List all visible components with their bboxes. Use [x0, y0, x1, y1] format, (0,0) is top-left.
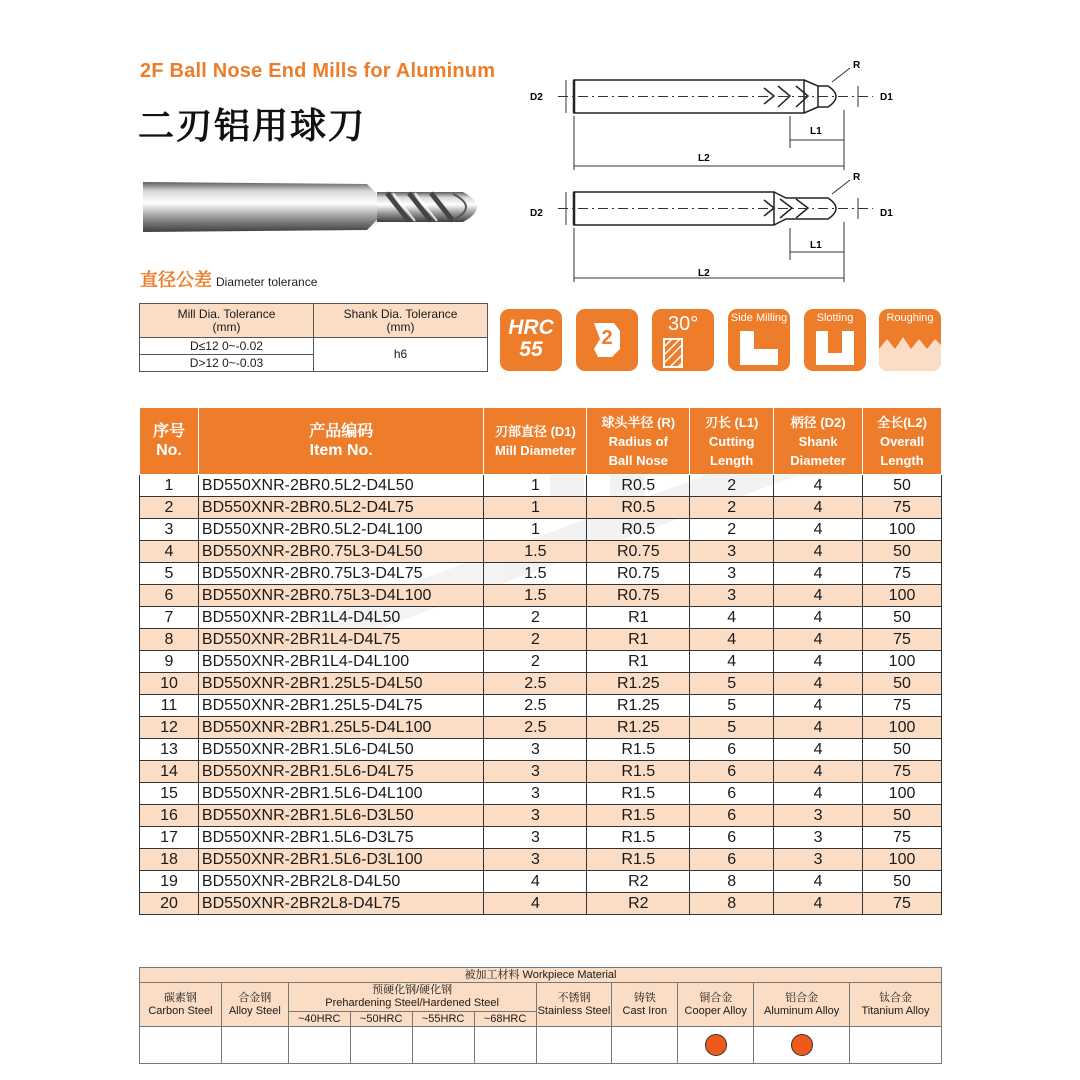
cell-item-no: BD550XNR-2BR1L4-D4L100 — [198, 651, 484, 673]
cell-overall-length: 50 — [863, 475, 942, 497]
cell-cutting-length: 3 — [690, 541, 774, 563]
material-cn: 预硬化钢/硬化钢 — [372, 984, 453, 996]
cell-overall-length: 50 — [863, 739, 942, 761]
suitable-dot-icon — [791, 1034, 813, 1056]
header-en: Overall Length — [879, 433, 925, 468]
cell-overall-length: 100 — [863, 717, 942, 739]
helix-angle-icon — [652, 309, 714, 371]
label-d1: D1 — [880, 92, 893, 103]
cell-shank-diameter: 4 — [774, 629, 863, 651]
material-cn: 合金钢 — [238, 991, 272, 1004]
cell-overall-length: 75 — [863, 761, 942, 783]
cell-no: 14 — [140, 761, 199, 783]
header-item-no — [198, 408, 484, 475]
cell-shank-diameter: 4 — [774, 761, 863, 783]
cell-no: 20 — [140, 893, 199, 915]
cell-shank-diameter: 3 — [774, 805, 863, 827]
material-carbon — [140, 983, 222, 1027]
label-r: R — [853, 172, 861, 183]
material-suitability-row — [140, 1027, 942, 1064]
cell-mill-diameter: 3 — [484, 805, 587, 827]
cell-ball-radius: R0.5 — [587, 475, 690, 497]
cell-mill-diameter: 4 — [484, 871, 587, 893]
cell-no: 4 — [140, 541, 199, 563]
header-cn: 球头半径 (R) — [601, 414, 676, 430]
material-copper — [678, 983, 754, 1027]
cell-cutting-length: 6 — [690, 805, 774, 827]
cell-overall-length: 75 — [863, 695, 942, 717]
cell-ball-radius: R0.75 — [587, 585, 690, 607]
cell-ball-radius: R0.75 — [587, 563, 690, 585]
table-row — [140, 563, 942, 585]
cell-no: 1 — [140, 475, 199, 497]
material-alloy — [221, 983, 288, 1027]
cell-item-no: BD550XNR-2BR0.75L3-D4L75 — [198, 563, 484, 585]
cell-item-no: BD550XNR-2BR0.75L3-D4L50 — [198, 541, 484, 563]
cell-ball-radius: R0.5 — [587, 519, 690, 541]
tolerance-col-shank: Shank Dia. Tolerance (mm) — [314, 304, 488, 338]
material-en: Prehardening Steel/Hardened Steel — [325, 997, 499, 1009]
cell-mill-diameter: 1.5 — [484, 563, 587, 585]
cell-shank-diameter: 4 — [774, 497, 863, 519]
cell-overall-length: 75 — [863, 497, 942, 519]
material-en: Titanium Alloy — [861, 1004, 930, 1017]
cell-mill-diameter: 2 — [484, 629, 587, 651]
roughing-label: Roughing — [886, 312, 934, 324]
cell-mill-diameter: 1 — [484, 497, 587, 519]
cell-ball-radius: R1.25 — [587, 695, 690, 717]
cell-overall-length: 75 — [863, 827, 942, 849]
material-en: Alloy Steel — [228, 1004, 281, 1017]
table-row — [140, 893, 942, 915]
material-en: Carbon Steel — [148, 1004, 213, 1017]
cell-shank-diameter: 4 — [774, 783, 863, 805]
cell-no: 5 — [140, 563, 199, 585]
header-cutting-length — [690, 408, 774, 475]
cell-ball-radius: R2 — [587, 893, 690, 915]
cell-item-no: BD550XNR-2BR0.75L3-D4L100 — [198, 585, 484, 607]
header-cn: 产品编码 — [309, 423, 374, 440]
material-en: Aluminum Alloy — [764, 1004, 840, 1017]
cell-overall-length: 50 — [863, 805, 942, 827]
table-row — [140, 717, 942, 739]
title-cn: 二刃铝用球刀 — [138, 105, 367, 146]
cell-cutting-length: 5 — [690, 673, 774, 695]
cell-overall-length: 75 — [863, 563, 942, 585]
cell-cutting-length: 6 — [690, 849, 774, 871]
slotting-icon — [804, 309, 866, 371]
suit-aluminum — [754, 1027, 850, 1064]
cell-cutting-length: 6 — [690, 783, 774, 805]
cell-shank-diameter: 4 — [774, 585, 863, 607]
cell-overall-length: 75 — [863, 893, 942, 915]
cell-cutting-length: 4 — [690, 607, 774, 629]
cell-overall-length: 100 — [863, 849, 942, 871]
dimension-drawing-long — [528, 60, 902, 170]
cell-cutting-length: 8 — [690, 893, 774, 915]
cell-no: 11 — [140, 695, 199, 717]
cell-no: 10 — [140, 673, 199, 695]
label-d2: D2 — [530, 208, 543, 219]
side-milling-label: Side Milling — [730, 312, 788, 324]
cell-shank-diameter: 3 — [774, 827, 863, 849]
cell-shank-diameter: 4 — [774, 519, 863, 541]
product-table — [139, 407, 942, 915]
cell-ball-radius: R1.5 — [587, 805, 690, 827]
cell-ball-radius: R1.5 — [587, 827, 690, 849]
table-row — [140, 519, 942, 541]
suit-carbon — [140, 1027, 222, 1064]
label-l1: L1 — [810, 240, 822, 251]
table-row — [140, 783, 942, 805]
cell-item-no: BD550XNR-2BR1L4-D4L75 — [198, 629, 484, 651]
material-cn: 碳素钢 — [163, 991, 197, 1004]
cell-no: 12 — [140, 717, 199, 739]
tolerance-table — [139, 303, 488, 372]
cell-item-no: BD550XNR-2BR1.25L5-D4L50 — [198, 673, 484, 695]
cell-ball-radius: R1.5 — [587, 849, 690, 871]
tolerance-row-2: D>12 0~-0.03 — [140, 355, 314, 372]
roughing-icon — [879, 309, 941, 371]
cell-ball-radius: R1.5 — [587, 761, 690, 783]
cell-mill-diameter: 1.5 — [484, 541, 587, 563]
hrc-icon — [500, 309, 562, 371]
hrc-text: HRC — [508, 316, 554, 339]
cell-shank-diameter: 4 — [774, 717, 863, 739]
cell-overall-length: 100 — [863, 783, 942, 805]
material-cn: 铝合金 — [785, 991, 819, 1004]
table-row — [140, 475, 942, 497]
cell-cutting-length: 4 — [690, 651, 774, 673]
cell-cutting-length: 6 — [690, 761, 774, 783]
header-cn: 序号 — [152, 423, 185, 440]
table-row — [140, 871, 942, 893]
cell-mill-diameter: 2.5 — [484, 673, 587, 695]
table-row — [140, 673, 942, 695]
header-en: Cutting Length — [708, 433, 755, 468]
two-flute-icon — [576, 309, 638, 371]
end-mill-photo — [141, 172, 493, 242]
header-en: No. — [156, 442, 182, 459]
cell-cutting-length: 4 — [690, 629, 774, 651]
suit-castiron — [612, 1027, 678, 1064]
cell-item-no: BD550XNR-2BR2L8-D4L50 — [198, 871, 484, 893]
cell-mill-diameter: 2 — [484, 607, 587, 629]
product-table-header — [140, 408, 942, 475]
suit-68hrc — [474, 1027, 536, 1064]
table-row — [140, 761, 942, 783]
tolerance-col-mill: Mill Dia. Tolerance (mm) — [140, 304, 314, 338]
side-milling-icon — [728, 309, 790, 371]
cell-ball-radius: R1 — [587, 607, 690, 629]
cell-shank-diameter: 3 — [774, 849, 863, 871]
cell-overall-length: 75 — [863, 629, 942, 651]
table-row — [140, 651, 942, 673]
cell-cutting-length: 5 — [690, 717, 774, 739]
cell-ball-radius: R1.5 — [587, 783, 690, 805]
table-row — [140, 695, 942, 717]
cell-overall-length: 50 — [863, 607, 942, 629]
material-title: 被加工材料 Workpiece Material — [140, 968, 942, 983]
cell-mill-diameter: 2 — [484, 651, 587, 673]
cell-ball-radius: R2 — [587, 871, 690, 893]
material-en: Cooper Alloy — [684, 1004, 747, 1017]
cell-ball-radius: R1.25 — [587, 717, 690, 739]
table-row — [140, 629, 942, 651]
cell-mill-diameter: 4 — [484, 893, 587, 915]
cell-ball-radius: R0.5 — [587, 497, 690, 519]
tolerance-row-1: D≤12 0~-0.02 — [140, 338, 314, 355]
cell-mill-diameter: 3 — [484, 827, 587, 849]
header-ball-radius — [587, 408, 690, 475]
cell-cutting-length: 2 — [690, 475, 774, 497]
cell-mill-diameter: 3 — [484, 739, 587, 761]
header-cn: 刃长 (L1) — [704, 414, 759, 430]
material-cn: 铸铁 — [633, 991, 656, 1004]
hrc-range-40: ~40HRC — [288, 1012, 350, 1027]
material-castiron — [612, 983, 678, 1027]
helix-angle: 30° — [668, 313, 699, 335]
suit-stainless — [536, 1027, 612, 1064]
label-r: R — [853, 60, 861, 71]
cell-ball-radius: R1.25 — [587, 673, 690, 695]
cell-overall-length: 50 — [863, 673, 942, 695]
cell-no: 13 — [140, 739, 199, 761]
label-d2: D2 — [530, 92, 543, 103]
cell-cutting-length: 8 — [690, 871, 774, 893]
suit-copper — [678, 1027, 754, 1064]
cell-item-no: BD550XNR-2BR1.5L6-D3L50 — [198, 805, 484, 827]
suit-titanium — [850, 1027, 942, 1064]
table-row — [140, 827, 942, 849]
header-cn: 柄径 (D2) — [790, 414, 846, 430]
suit-40hrc — [288, 1027, 350, 1064]
cell-shank-diameter: 4 — [774, 607, 863, 629]
cell-item-no: BD550XNR-2BR2L8-D4L75 — [198, 893, 484, 915]
cell-shank-diameter: 4 — [774, 739, 863, 761]
material-cn: 不锈钢 — [557, 991, 591, 1004]
header-mill-diameter — [484, 408, 587, 475]
table-row — [140, 497, 942, 519]
material-aluminum — [754, 983, 850, 1027]
cell-mill-diameter: 3 — [484, 849, 587, 871]
table-row — [140, 849, 942, 871]
header-shank-diameter — [774, 408, 863, 475]
cell-no: 16 — [140, 805, 199, 827]
cell-shank-diameter: 4 — [774, 893, 863, 915]
cell-no: 17 — [140, 827, 199, 849]
dimension-drawing-stepped — [528, 172, 902, 284]
hrc-range-50: ~50HRC — [350, 1012, 412, 1027]
workpiece-material-table — [139, 967, 942, 1064]
header-en: Shank Diameter — [790, 433, 846, 468]
header-cn: 全长(L2) — [877, 414, 927, 430]
cell-mill-diameter: 1 — [484, 475, 587, 497]
header-en: Mill Diameter — [494, 443, 576, 458]
cell-item-no: BD550XNR-2BR1.25L5-D4L75 — [198, 695, 484, 717]
header-en: Radius of Ball Nose — [608, 433, 668, 468]
cell-no: 3 — [140, 519, 199, 541]
cell-shank-diameter: 4 — [774, 695, 863, 717]
cell-mill-diameter: 3 — [484, 783, 587, 805]
cell-item-no: BD550XNR-2BR1L4-D4L50 — [198, 607, 484, 629]
tolerance-shank-value: h6 — [314, 338, 488, 372]
cell-cutting-length: 6 — [690, 739, 774, 761]
hrc-value: 55 — [519, 338, 543, 361]
cell-cutting-length: 5 — [690, 695, 774, 717]
cell-shank-diameter: 4 — [774, 651, 863, 673]
cell-shank-diameter: 4 — [774, 673, 863, 695]
table-row — [140, 541, 942, 563]
table-row — [140, 607, 942, 629]
header-no — [140, 408, 199, 475]
cell-no: 2 — [140, 497, 199, 519]
material-en: Stainless Steel — [537, 1004, 611, 1017]
material-cn: 铜合金 — [699, 991, 733, 1004]
hrc-range-68: ~68HRC — [474, 1012, 536, 1027]
header-cn: 刃部直径 (D1) — [494, 424, 576, 439]
cell-no: 19 — [140, 871, 199, 893]
slotting-label: Slotting — [816, 312, 854, 324]
material-stainless — [536, 983, 612, 1027]
suit-alloy — [221, 1027, 288, 1064]
tolerance-heading-cn: 直径公差 — [140, 270, 212, 290]
cell-item-no: BD550XNR-2BR0.5L2-D4L100 — [198, 519, 484, 541]
material-prehard — [288, 983, 536, 1012]
cell-ball-radius: R1.5 — [587, 739, 690, 761]
cell-shank-diameter: 4 — [774, 541, 863, 563]
cell-item-no: BD550XNR-2BR1.5L6-D4L100 — [198, 783, 484, 805]
cell-cutting-length: 2 — [690, 497, 774, 519]
cell-no: 6 — [140, 585, 199, 607]
suit-55hrc — [412, 1027, 474, 1064]
cell-ball-radius: R1 — [587, 629, 690, 651]
cell-mill-diameter: 1.5 — [484, 585, 587, 607]
label-d1: D1 — [880, 208, 893, 219]
product-table-body — [140, 475, 942, 915]
hrc-range-55: ~55HRC — [412, 1012, 474, 1027]
cell-shank-diameter: 4 — [774, 563, 863, 585]
cell-shank-diameter: 4 — [774, 871, 863, 893]
suitable-dot-icon — [705, 1034, 727, 1056]
cell-item-no: BD550XNR-2BR1.5L6-D3L75 — [198, 827, 484, 849]
cell-item-no: BD550XNR-2BR1.5L6-D4L50 — [198, 739, 484, 761]
cell-item-no: BD550XNR-2BR1.5L6-D4L75 — [198, 761, 484, 783]
header-overall-length — [863, 408, 942, 475]
cell-no: 15 — [140, 783, 199, 805]
title-en: 2F Ball Nose End Mills for Aluminum — [140, 60, 496, 82]
cell-mill-diameter: 2.5 — [484, 695, 587, 717]
cell-ball-radius: R0.75 — [587, 541, 690, 563]
cell-cutting-length: 3 — [690, 563, 774, 585]
cell-overall-length: 50 — [863, 871, 942, 893]
table-row — [140, 585, 942, 607]
tolerance-heading — [140, 266, 317, 292]
cell-item-no: BD550XNR-2BR1.5L6-D3L100 — [198, 849, 484, 871]
cell-cutting-length: 2 — [690, 519, 774, 541]
cell-cutting-length: 6 — [690, 827, 774, 849]
cell-no: 7 — [140, 607, 199, 629]
material-en: Cast Iron — [622, 1004, 668, 1017]
table-row — [140, 805, 942, 827]
cell-shank-diameter: 4 — [774, 475, 863, 497]
cell-no: 18 — [140, 849, 199, 871]
cell-overall-length: 100 — [863, 585, 942, 607]
suit-50hrc — [350, 1027, 412, 1064]
material-cn: 钛合金 — [879, 991, 913, 1004]
tolerance-heading-en: Diameter tolerance — [216, 275, 318, 289]
label-l2: L2 — [698, 268, 710, 279]
table-row — [140, 739, 942, 761]
material-titanium — [850, 983, 942, 1027]
cell-overall-length: 50 — [863, 541, 942, 563]
cell-ball-radius: R1 — [587, 651, 690, 673]
cell-item-no: BD550XNR-2BR1.25L5-D4L100 — [198, 717, 484, 739]
cell-mill-diameter: 2.5 — [484, 717, 587, 739]
cell-item-no: BD550XNR-2BR0.5L2-D4L50 — [198, 475, 484, 497]
cell-overall-length: 100 — [863, 651, 942, 673]
cell-overall-length: 100 — [863, 519, 942, 541]
label-l1: L1 — [810, 126, 822, 137]
cell-no: 9 — [140, 651, 199, 673]
cell-mill-diameter: 1 — [484, 519, 587, 541]
flute-count: 2 — [601, 327, 613, 349]
cell-cutting-length: 3 — [690, 585, 774, 607]
cell-mill-diameter: 3 — [484, 761, 587, 783]
label-l2: L2 — [698, 153, 710, 164]
cell-no: 8 — [140, 629, 199, 651]
header-en: Item No. — [309, 442, 373, 459]
cell-item-no: BD550XNR-2BR0.5L2-D4L75 — [198, 497, 484, 519]
